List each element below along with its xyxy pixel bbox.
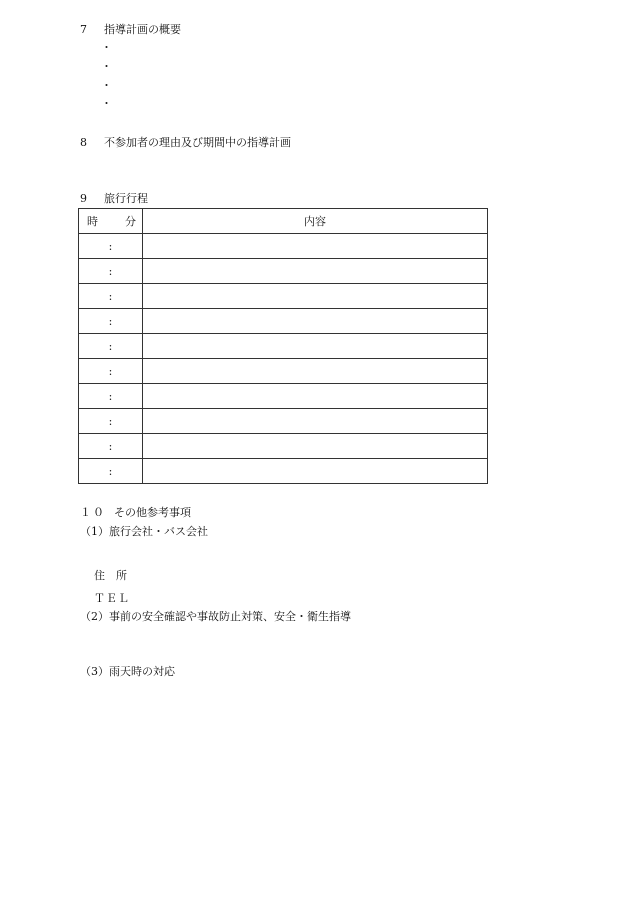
- item2-safety-measures: （2）事前の安全確認や事故防止対策、安全・衛生指導: [80, 610, 351, 623]
- time-cell[interactable]: :: [79, 459, 143, 484]
- section7-title: 指導計画の概要: [104, 23, 181, 36]
- table-row: [79, 309, 488, 334]
- time-cell[interactable]: :: [79, 234, 143, 259]
- table-row: [79, 359, 488, 384]
- time-cell[interactable]: :: [79, 334, 143, 359]
- content-header: 内容: [143, 209, 488, 234]
- item1-travel-company: （1）旅行会社・バス会社: [80, 525, 208, 538]
- content-cell[interactable]: [143, 234, 488, 259]
- section7-number: 7: [80, 23, 87, 36]
- table-row: [79, 384, 488, 409]
- section10-title: その他参考事項: [114, 506, 191, 519]
- time-cell[interactable]: :: [79, 434, 143, 459]
- item3-rainy-weather: （3）雨天時の対応: [80, 665, 175, 678]
- time-cell[interactable]: :: [79, 359, 143, 384]
- section9-title: 旅行行程: [104, 192, 148, 205]
- content-cell[interactable]: [143, 409, 488, 434]
- address-label: 住 所: [94, 569, 127, 582]
- content-cell[interactable]: [143, 309, 488, 334]
- bullet-item: ・: [101, 97, 112, 110]
- section9-number: 9: [80, 192, 87, 205]
- itinerary-header-row: [79, 209, 488, 234]
- bullet-item: ・: [101, 79, 112, 92]
- time-cell[interactable]: :: [79, 284, 143, 309]
- section8-number: 8: [80, 136, 87, 149]
- time-cell[interactable]: :: [79, 384, 143, 409]
- time-header: [79, 209, 143, 234]
- content-cell[interactable]: [143, 259, 488, 284]
- content-cell[interactable]: [143, 359, 488, 384]
- table-row: [79, 234, 488, 259]
- tel-label: ＴＥＬ: [94, 592, 130, 605]
- time-cell[interactable]: :: [79, 309, 143, 334]
- table-row: [79, 284, 488, 309]
- bullet-item: ・: [101, 60, 112, 73]
- table-row: [79, 434, 488, 459]
- content-cell[interactable]: [143, 459, 488, 484]
- table-row: [79, 259, 488, 284]
- table-row: [79, 334, 488, 359]
- content-cell[interactable]: [143, 284, 488, 309]
- table-row: [79, 409, 488, 434]
- time-cell[interactable]: :: [79, 409, 143, 434]
- time-cell[interactable]: :: [79, 259, 143, 284]
- hour-header: 時: [87, 215, 98, 228]
- section8-title: 不参加者の理由及び期間中の指導計画: [104, 136, 291, 149]
- content-cell[interactable]: [143, 334, 488, 359]
- content-cell[interactable]: [143, 384, 488, 409]
- itinerary-table: [78, 208, 488, 484]
- table-row: [79, 459, 488, 484]
- section10-number: １０: [80, 506, 106, 519]
- minute-header: 分: [125, 215, 136, 228]
- bullet-item: ・: [101, 41, 112, 54]
- content-cell[interactable]: [143, 434, 488, 459]
